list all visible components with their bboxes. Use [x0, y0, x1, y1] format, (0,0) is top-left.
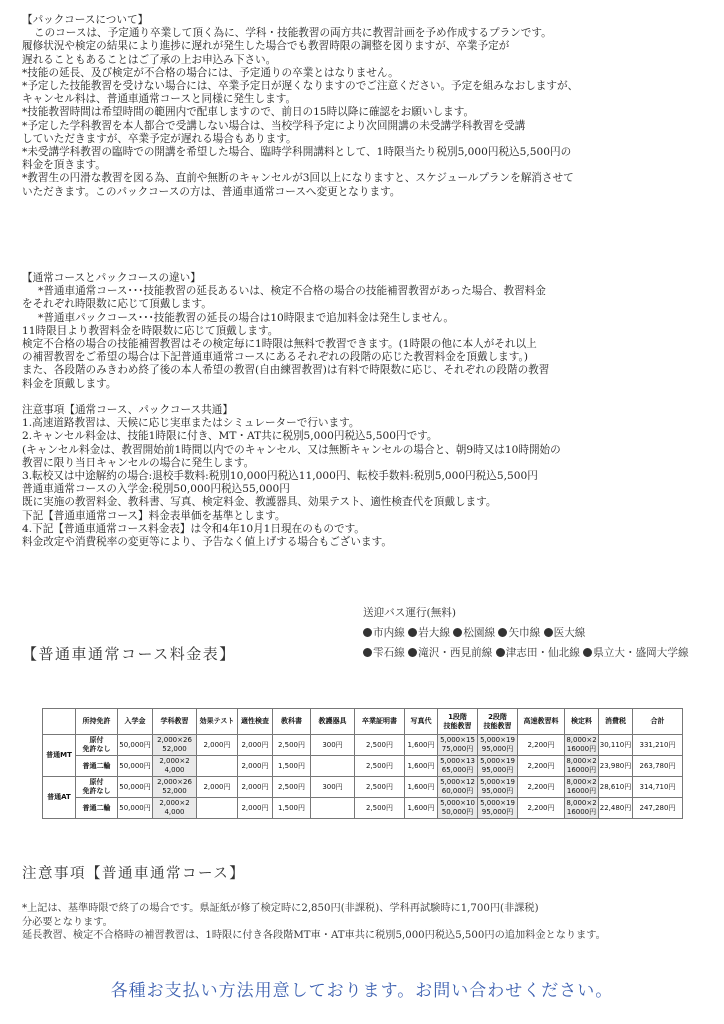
table-cell: 普通二輪	[76, 798, 118, 819]
table-row	[43, 798, 683, 819]
difference-line: 料金を頂戴します。	[22, 377, 117, 390]
table-cell	[197, 798, 238, 819]
header-cell: 所持免許	[76, 709, 118, 735]
bus-routes-row-2	[363, 643, 689, 663]
header-cell: 適性検査	[238, 709, 273, 735]
table-cell: 5,000×19 95,000円	[478, 798, 518, 819]
table-cell: 2,500円	[355, 756, 405, 777]
dot-icon	[544, 628, 553, 637]
fee-table-header-row	[43, 709, 683, 735]
header-cell: 卒業証明書	[355, 709, 405, 735]
table-cell: 2,000円	[238, 777, 273, 798]
table-cell: 300円	[311, 735, 355, 756]
bus-route: 津志田・仙北線	[496, 647, 580, 659]
header-cell: 合計	[633, 709, 683, 735]
table-cell: 2,000円	[197, 735, 238, 756]
header-cell: 教科書	[273, 709, 311, 735]
common-note-line: (キャンセル料金は、教習開始前1時間以内でのキャンセル、又は無断キャンセルの場合と、朝9時又は10時開始の	[22, 443, 561, 456]
dot-icon	[408, 628, 417, 637]
table-cell: 300円	[311, 777, 355, 798]
common-notes-heading: 注意事項【通常コース、パックコース共通】	[22, 404, 233, 416]
table-cell	[311, 798, 355, 819]
bus-route: 県立大・盛岡大学線	[583, 647, 688, 659]
dot-icon	[408, 648, 417, 657]
table-cell: 30,110円	[599, 735, 633, 756]
table-cell: 5,000×12 60,000円	[438, 777, 478, 798]
table-cell: 2,000×26 52,000	[153, 777, 197, 798]
table-cell: 22,480円	[599, 798, 633, 819]
common-note-line: 下記【普通車通常コース】料金表単価を基準とします。	[22, 509, 286, 522]
pack-line: *予定した学科教習を本人都合で受講しない場合は、当校学科予定により次回開講の未受講学科教習を受講	[22, 119, 526, 132]
header-cell: 入学金	[118, 709, 153, 735]
table-row	[43, 777, 683, 798]
table-cell: 314,710円	[633, 777, 683, 798]
table-cell: 2,200円	[518, 777, 565, 798]
table-cell: 2,500円	[355, 735, 405, 756]
table-cell: 50,000円	[118, 798, 153, 819]
standard-notes-title: 注意事項【普通車通常コース】	[22, 866, 246, 882]
bus-route: 医大線	[544, 627, 586, 639]
table-cell: 2,000円	[238, 798, 273, 819]
table-cell: 1,600円	[405, 777, 438, 798]
table-cell: 1,500円	[273, 798, 311, 819]
table-cell: 2,000×2 4,000	[153, 798, 197, 819]
common-note-line: 料金改定や消費税率の変更等により、予告なく値上げする場合もございます。	[22, 536, 392, 549]
header-cell-blank	[43, 709, 76, 735]
bus-route: 滝沢・西見前線	[408, 647, 492, 659]
bus-routes-row-1	[363, 623, 689, 643]
difference-line: *普通車通常コース･･･技能教習の延長あるいは、検定不合格の場合の技能補習教習があった場合、教習料金	[38, 285, 546, 298]
pack-line: *予定した技能教習を受けない場合には、卒業予定日が遅くなりますのでご注意ください。予定を組みなおしますが、	[22, 80, 579, 93]
table-cell: 原付 免許なし	[76, 777, 118, 798]
pack-line: *技能の延長、及び検定が不合格の場合には、予定通りの卒業とはなりません。	[22, 66, 399, 79]
fee-table	[42, 708, 683, 819]
table-cell: 5,000×19 95,000円	[478, 735, 518, 756]
common-note-line: 2.キャンセル料金は、技能1時限に付き、MT・AT共に税別5,000円税込5,500円です。	[22, 430, 438, 443]
bus-route: 岩大線	[408, 627, 450, 639]
common-notes-section	[22, 404, 712, 549]
dot-icon	[496, 648, 505, 657]
header-cell: 検定料	[565, 709, 599, 735]
table-cell: 50,000円	[118, 777, 153, 798]
pack-line: していただきますが、卒業予定が遅れる場合もあります。	[22, 132, 297, 145]
pack-line: 遅れることもあることはご了承の上お申込み下さい。	[22, 53, 277, 66]
pack-line: このコースは、予定通り卒業して頂く為に、学科・技能教習の両方共に教習計画を予め作成するプランです。	[34, 27, 552, 40]
header-cell: 高速教習料	[518, 709, 565, 735]
header-cell: 学科教習	[153, 709, 197, 735]
table-cell: 2,500円	[355, 798, 405, 819]
common-note-line: 既に実施の教習料金、教科書、写真、検定料金、教護器具、効果テスト、適性検査代を頂戴します。	[22, 496, 497, 509]
table-cell: 50,000円	[118, 735, 153, 756]
table-cell: 8,000×2 16000円	[565, 798, 599, 819]
table-cell: 2,200円	[518, 798, 565, 819]
table-cell	[311, 756, 355, 777]
header-cell: 消費税	[599, 709, 633, 735]
pack-course-section	[22, 14, 712, 199]
common-note-line: 1.高速道路教習は、天候に応じ実車またはシミュレーターで行います。	[22, 417, 360, 430]
standard-note-line: 延長教習、検定不合格時の補習教習は、1時限に付き各段階MT車・AT車共に税別5,000円税込5,500円の追加料金となります。	[22, 930, 606, 941]
common-note-line: 4.下記【普通車通常コース料金表】は令和4年10月1日現在のものです。	[22, 522, 365, 535]
table-cell: 1,600円	[405, 756, 438, 777]
pack-line: *未受講学科教習の臨時での開講を希望した場合、臨時学科開講料として、1時限当たり税別5,000円税込5,500円の	[22, 146, 572, 159]
common-note-line: 3.転校又は中途解約の場合:退校手数料:税別10,000円税込11,000円、転校手数料:税別5,000円税込5,500円	[22, 470, 538, 483]
table-cell: 2,200円	[518, 735, 565, 756]
table-cell: 2,000×2 4,000	[153, 756, 197, 777]
table-cell: 331,210円	[633, 735, 683, 756]
header-cell: 1段階 技能教習	[438, 709, 478, 735]
header-cell: 写真代	[405, 709, 438, 735]
table-cell: 2,500円	[355, 777, 405, 798]
header-cell: 2段階 技能教習	[478, 709, 518, 735]
difference-line: *普通車パックコース･･･技能教習の延長の場合は10時限まで追加料金は発生しません。	[38, 311, 454, 324]
standard-note-line: *上記は、基準時限で終了の場合です。県証紙が修了検定時に2,850円(非課税)、学科再試験時に1,700円(非課税)	[22, 903, 539, 914]
difference-heading: 【通常コースとパックコースの違い】	[22, 272, 201, 284]
pack-line: 履修状況や検定の結果により進捗に遅れが発生した場合でも教習時限の調整を図りますが、卒業予定が	[22, 40, 510, 53]
dot-icon	[363, 648, 372, 657]
table-cell: 263,780円	[633, 756, 683, 777]
difference-line: また、各段階のみきわめ終了後の本人希望の教習(自由練習教習)は有料で時限数に応じ、それぞれの段階の教習	[22, 364, 550, 377]
bus-route: 矢巾線	[498, 627, 540, 639]
table-cell: 1,600円	[405, 735, 438, 756]
difference-line: の補習教習をご希望の場合は下記普通車通常コースにあるそれぞれの段階の応じた教習料金を頂戴します。)	[22, 351, 528, 364]
table-cell: 5,000×19 95,000円	[478, 756, 518, 777]
pack-line: いただきます。このパックコースの方は、普通車通常コースへ変更となります。	[22, 185, 401, 198]
table-cell: 1,600円	[405, 798, 438, 819]
table-cell	[197, 756, 238, 777]
table-cell: 2,000円	[197, 777, 238, 798]
dot-icon	[453, 628, 462, 637]
table-cell: 1,500円	[273, 756, 311, 777]
pack-line: 料金を頂きます。	[22, 159, 106, 172]
dot-icon	[583, 648, 592, 657]
fee-table-body	[43, 735, 683, 819]
pack-line: キャンセル料は、普通車通常コースと同様に発生します。	[22, 93, 297, 106]
difference-line: 11時限目より教習料金を時限数に応じて頂戴します。	[22, 324, 279, 337]
course-difference-section	[22, 272, 712, 391]
common-note-line: 教習に限り当日キャンセルの場合に発生します。	[22, 456, 255, 469]
table-cell: 5,000×19 95,000円	[478, 777, 518, 798]
bus-route: 雫石線	[363, 647, 405, 659]
difference-line: をそれぞれ時限数に応じて頂戴します。	[22, 298, 212, 311]
table-cell: 8,000×2 16000円	[565, 756, 599, 777]
table-cell: 5,000×10 50,000円	[438, 798, 478, 819]
table-cell: 8,000×2 16000円	[565, 735, 599, 756]
table-cell: 2,000円	[238, 756, 273, 777]
table-cell: 247,280円	[633, 798, 683, 819]
table-cell: 原付 免許なし	[76, 735, 118, 756]
header-cell: 効果テスト	[197, 709, 238, 735]
row-group-label: 普通AT	[43, 777, 76, 819]
fee-table-title: 【普通車通常コース料金表】	[22, 645, 236, 663]
header-cell: 教護器具	[311, 709, 355, 735]
standard-note-line: 分必要となります。	[22, 916, 113, 928]
standard-notes	[22, 902, 606, 943]
bus-route: 市内線	[363, 627, 405, 639]
table-cell: 23,980円	[599, 756, 633, 777]
pack-course-heading: 【パックコースについて】	[22, 14, 149, 26]
dot-icon	[498, 628, 507, 637]
table-cell: 2,200円	[518, 756, 565, 777]
dot-icon	[363, 628, 372, 637]
table-cell: 28,610円	[599, 777, 633, 798]
row-group-label: 普通MT	[43, 735, 76, 777]
table-cell: 2,000×26 52,000	[153, 735, 197, 756]
bus-route: 松園線	[453, 627, 495, 639]
table-cell: 普通二輪	[76, 756, 118, 777]
table-row	[43, 756, 683, 777]
difference-line: 検定不合格の場合の技能補習教習はその検定毎に1時限は無料で教習できます。(1時限の他に本人がそれ以上	[22, 338, 537, 351]
table-cell: 8,000×2 16000円	[565, 777, 599, 798]
table-cell: 2,500円	[273, 735, 311, 756]
bus-title: 送迎バス運行(無料)	[363, 607, 457, 619]
table-cell: 50,000円	[118, 756, 153, 777]
table-cell: 2,500円	[273, 777, 311, 798]
table-cell: 5,000×13 65,000円	[438, 756, 478, 777]
common-note-line: 普通車通常コースの入学金:税別50,000円税込55,000円	[22, 483, 290, 496]
pack-line: *技能教習時間は希望時間の範囲内で配車しますので、前日の15時以降に確認をお願いします。	[22, 106, 475, 119]
pack-line: *教習生の円滑な教習を図る為、直前や無断のキャンセルが3回以上になりますと、スケジュールプランを解消させて	[22, 172, 574, 185]
table-cell: 2,000円	[238, 735, 273, 756]
payment-methods-note: 各種お支払い方法用意しております。お問い合わせください。	[110, 981, 614, 1001]
table-row	[43, 735, 683, 756]
shuttle-bus-info	[363, 603, 689, 663]
table-cell: 5,000×15 75,000円	[438, 735, 478, 756]
